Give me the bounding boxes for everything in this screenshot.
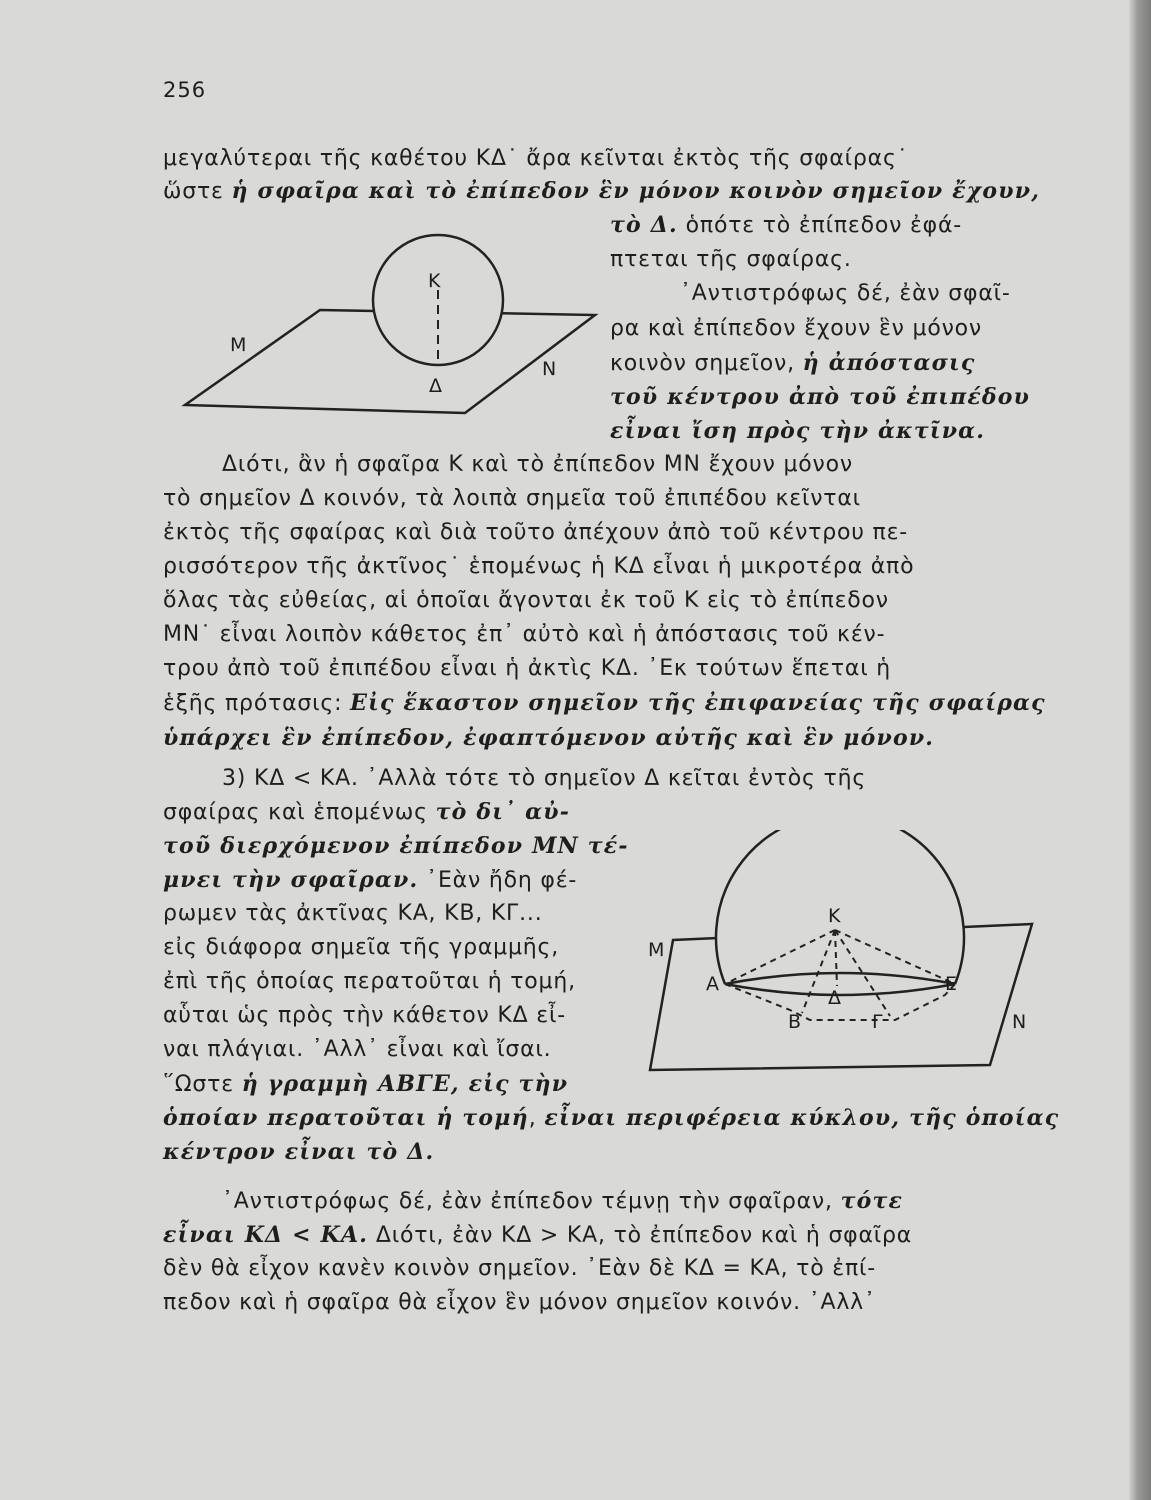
text-line-23: ρωμεν τὰς ἀκτῖνας ΚΑ, ΚΒ, ΚΓ... bbox=[163, 901, 543, 926]
theorem-statement-1: ἡ σφαῖρα καὶ τὸ ἐπίπεδον ἓν μόνον κοινὸν σημεῖον ἔχουν, bbox=[231, 178, 1041, 204]
text-line-11: τὸ σημεῖον Δ κοινόν, τὰ λοιπὰ σημεῖα τοῦ ἐπιπέδου κεῖνται bbox=[163, 486, 861, 511]
label-m: Μ bbox=[230, 334, 247, 356]
text-line-15: ΜΝ˙ εἶναι λοιπὸν κάθετος ἐπ᾿ αὐτὸ καὶ ἡ ἀπόστασις τοῦ κέν- bbox=[163, 622, 886, 647]
theorem-statement-5-cont-2: εἶναι περιφέρεια κύκλου, τῆς ὁποίας bbox=[544, 1105, 1060, 1131]
text-line-32 bbox=[163, 1224, 912, 1247]
label-e: Ε bbox=[945, 973, 958, 995]
text-line-17-part: ἑξῆς πρότασις: bbox=[163, 691, 351, 716]
text-line-22 bbox=[163, 869, 577, 892]
text-line-19: 3) ΚΔ < ΚΑ. ᾿Αλλὰ τότε τὸ σημεῖον Δ κεῖται ἐντὸς τῆς bbox=[222, 766, 867, 791]
text-line-4: πτεται τῆς σφαίρας. bbox=[610, 247, 852, 272]
text-line-27: ναι πλάγιαι. ᾿Αλλ᾿ εἶναι καὶ ἴσαι. bbox=[163, 1037, 552, 1062]
text-line-3 bbox=[610, 214, 962, 237]
figure-secant-plane bbox=[640, 830, 1040, 1075]
text-line-9: εἶναι ἴση πρὸς τὴν ἀκτῖνα. bbox=[610, 418, 986, 444]
text-line-26: αὗται ὡς πρὸς τὴν κάθετον ΚΔ εἶ- bbox=[163, 1003, 566, 1028]
text-line-32-part: Διότι, ἐὰν ΚΔ > ΚΑ, τὸ ἐπίπεδον καὶ ἡ σφαῖρα bbox=[368, 1223, 913, 1248]
label-k: Κ bbox=[828, 905, 841, 927]
page-number: 256 bbox=[163, 78, 207, 102]
text-line-8: τοῦ κέντρου ἀπὸ τοῦ ἐπιπέδου bbox=[610, 384, 1031, 410]
text-line-3-part: ὁπότε τὸ ἐπίπεδον ἐφά- bbox=[677, 213, 963, 238]
text-line-33: δὲν θὰ εἶχον κανὲν κοινὸν σημεῖον. ᾿Εὰν δὲ ΚΔ = ΚΑ, τὸ ἐπί- bbox=[163, 1256, 876, 1281]
text-line-17 bbox=[163, 692, 1046, 715]
text-line-5: ᾿Αντιστρόφως δέ, ἐὰν σφαῖ- bbox=[680, 281, 1011, 306]
label-b: Β bbox=[788, 1011, 802, 1033]
label-a: Α bbox=[706, 973, 719, 995]
text-line-7-part: κοινὸν σημεῖον, bbox=[610, 351, 803, 376]
text-line-1: μεγαλύτεραι τῆς καθέτου ΚΔ˙ ἄρα κεῖνται ἐκτὸς τῆς σφαίρας˙ bbox=[163, 146, 909, 171]
text-line-2 bbox=[163, 180, 1040, 203]
label-delta: Δ bbox=[429, 375, 442, 397]
text-line-29-comma: , bbox=[528, 1106, 545, 1131]
text-line-21: τοῦ διερχόμενον ἐπίπεδον ΜΝ τέ- bbox=[163, 833, 629, 859]
label-n: Ν bbox=[542, 358, 557, 380]
text-line-14: ὅλας τὰς εὐθείας, αἱ ὁποῖαι ἄγονται ἐκ τοῦ Κ εἰς τὸ ἐπίπεδον bbox=[163, 588, 889, 613]
label-k: Κ bbox=[428, 270, 441, 292]
text-line-31-part: ᾿Αντιστρόφως δέ, ἐὰν ἐπίπεδον τέμνῃ τὴν σφαῖραν, bbox=[222, 1189, 841, 1214]
text-line-30: κέντρον εἶναι τὸ Δ. bbox=[163, 1139, 435, 1165]
text-line-20-part: σφαίρας καὶ ἑπομένως bbox=[163, 800, 436, 825]
text-line-34: πεδον καὶ ἡ σφαῖρα θὰ εἶχον ἓν μόνον σημεῖον κοινόν. ᾿Αλλ᾿ bbox=[163, 1290, 876, 1315]
label-n: Ν bbox=[1012, 1011, 1027, 1033]
text-line-2-part: ὥστε bbox=[163, 179, 232, 204]
text-line-18: ὑπάρχει ἓν ἐπίπεδον, ἐφαπτόμενον αὐτῆς καὶ ἓν μόνον. bbox=[163, 725, 935, 751]
theorem-statement-4: τὸ δι᾿ αὐ- bbox=[435, 799, 571, 825]
label-g: Γ bbox=[872, 1011, 883, 1033]
text-line-13: ρισσότερον τῆς ἀκτῖνος˙ ἑπομένως ἡ ΚΔ εἶναι ἡ μικροτέρα ἀπὸ bbox=[163, 554, 915, 579]
text-line-16: τρου ἀπὸ τοῦ ἐπιπέδου εἶναι ἡ ἀκτὶς ΚΔ. ᾿Εκ τούτων ἕπεται ἡ bbox=[163, 656, 892, 681]
theorem-statement-6-end: εἶναι ΚΔ < ΚΑ. bbox=[163, 1222, 369, 1248]
theorem-statement-3: Εἰς ἕκαστον σημεῖον τῆς ἐπιφανείας τῆς σφαίρας bbox=[350, 690, 1046, 716]
theorem-statement-1-end: τὸ Δ. bbox=[610, 212, 678, 238]
theorem-statement-2: ἡ ἀπόστασις bbox=[802, 350, 976, 376]
theorem-statement-4-end: μνει τὴν σφαῖραν. bbox=[163, 867, 419, 893]
text-line-7 bbox=[610, 352, 975, 375]
theorem-statement-5-cont: ὁποίαν περατοῦται ἡ τομή bbox=[163, 1105, 529, 1131]
sphere-outline bbox=[373, 235, 503, 365]
text-line-22-part: ᾿Εὰν ἤδη φέ- bbox=[418, 868, 578, 893]
text-line-20 bbox=[163, 801, 570, 824]
text-line-25: ἐπὶ τῆς ὁποίας περατοῦται ἡ τομή, bbox=[163, 969, 576, 994]
text-line-6: ρα καὶ ἐπίπεδον ἔχουν ἓν μόνον bbox=[610, 316, 983, 341]
theorem-statement-6: τότε bbox=[840, 1188, 904, 1214]
theorem-statement-5: ἡ γραμμὴ ΑΒΓΕ, εἰς τὴν bbox=[241, 1071, 569, 1097]
text-line-31 bbox=[222, 1190, 903, 1213]
label-m: Μ bbox=[648, 939, 665, 961]
book-spine-shadow bbox=[1129, 0, 1151, 1500]
text-line-10: Διότι, ἂν ἡ σφαῖρα Κ καὶ τὸ ἐπίπεδον ΜΝ ἔχουν μόνον bbox=[222, 452, 853, 477]
text-line-29 bbox=[163, 1107, 1059, 1130]
label-delta: Δ bbox=[828, 987, 841, 1009]
figure-tangent-sphere bbox=[180, 225, 600, 425]
text-line-28-part: ῞Ωστε bbox=[163, 1072, 242, 1097]
text-line-28 bbox=[163, 1073, 568, 1096]
text-line-24: εἰς διάφορα σημεῖα τῆς γραμμῆς, bbox=[163, 935, 560, 960]
text-line-12: ἐκτὸς τῆς σφαίρας καὶ διὰ τοῦτο ἀπέχουν ἀπὸ τοῦ κέντρου πε- bbox=[163, 520, 909, 545]
